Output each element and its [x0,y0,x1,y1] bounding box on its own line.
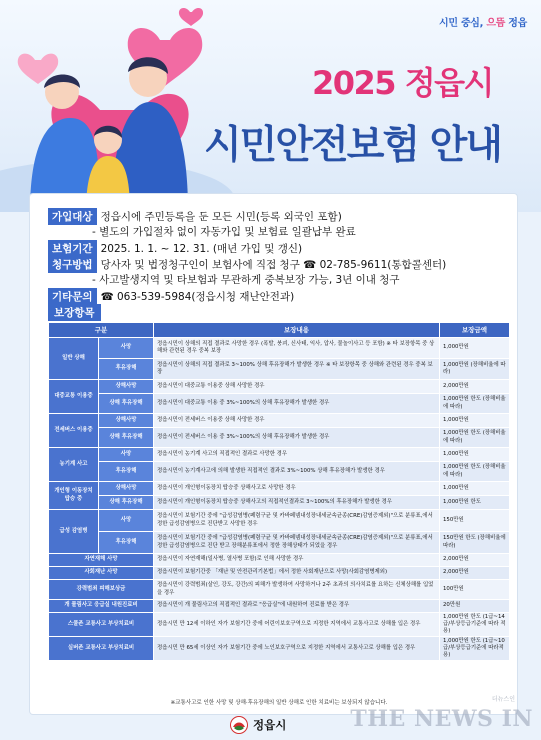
contact-row [48,288,294,305]
row-content: 정읍시민이 전세버스 이용 중 3%~100%의 상해 후유장해가 발생한 경우 [154,428,440,448]
table-row [49,428,510,448]
news-watermark: THE NEWS IN [350,706,533,732]
table-row [49,496,510,510]
row-amount: 1,000만원 한도 (장해비율에 따라) [440,394,510,414]
row-content: 정읍시민 만 12세 이하인 자가 보험기간 중에 어린이보호구역으로 지정한 지역에서 교통사고로 상해를 입은 경우 [154,613,440,637]
coverage-table [48,322,510,661]
claim-label: 청구방법 [48,256,97,273]
row-content: 정읍시민이 농기계 사고의 직접적인 결과로 사망한 경우 [154,448,440,462]
row-category: 강력범죄 피해보상금 [49,580,154,600]
row-amount: 1,000만원 (장해비율에 따라) [440,359,510,380]
slogan: 시민 중심, 으뜸 정읍 [439,18,527,29]
row-content: 정읍시민이 대중교통 이용중 상해 사망한 경우 [154,380,440,394]
table-row [49,600,510,613]
row-amount: 2,000만원 [440,567,510,580]
row-subcategory: 사망 [99,338,154,359]
table-row [49,394,510,414]
table-row [49,532,510,554]
row-content: 정읍시민이 개 물림사고의 직접적인 결과로 "응급실"에 내원하여 진료를 받은 경우 [154,600,440,613]
row-category: 자연재해 사망 [49,554,154,567]
row-amount: 1,000만원 한도 [440,496,510,510]
row-content: 정읍시민이 강력범죄(살인, 강도, 강간)의 피해가 발생하여 사망하거나 2주 초과의 의사치료를 요하는 신체상해를 입었을 경우 [154,580,440,600]
row-content: 정읍시민이 대중교통 이용 중 3%~100%의 상해 후유장해가 발생한 경우 [154,394,440,414]
header-content: 보장내용 [154,323,440,338]
row-subcategory: 후유장해 [99,532,154,554]
main-title: 시민안전보험 안내 [204,123,501,168]
row-content: 정읍시민이 보험기간중 「재난 및 안전관리기본법」에서 정한 사회재난으로 사망(사회감염병제외) [154,567,440,580]
row-content: 정읍시민이 개인형이동장치 탑승중 상해사고로 사망한 경우 [154,482,440,496]
row-amount: 2,000만원 [440,380,510,394]
table-row [49,359,510,380]
footnote: ※교통사고로 인한 사망 및 상해·후유장해의 일반 상해로 인한 치료비는 보상되지 않습니다. [170,700,388,706]
row-subcategory: 상해 후유장해 [99,394,154,414]
claim-sub: - 사고발생지역 및 타보험과 무관하게 중복보장 가능, 3년 이내 청구 [92,274,400,286]
row-subcategory: 상해 후유장해 [99,428,154,448]
row-content: 정읍시민이 보험기간 중에 "급성감염병(폐렴구균 및 카바페넴내성장내세균속균종(CRE)감염증제외)"으로 분류표,에서 정한 급성감염병으로 진단 받고 장해분류표에서 정한 장해상태가 되었을 경우 [154,532,440,554]
row-content: 정읍시민이 농기계사고에 의해 발생한 직접적인 결과로 3%~100% 상해 후유장해가 발생한 경우 [154,462,440,482]
row-subcategory: 후유장해 [99,359,154,380]
table-row [49,462,510,482]
table-row [49,554,510,567]
row-content: 정읍시민이 전세버스 이용중 상해 사망한 경우 [154,414,440,428]
header-amount: 보장금액 [440,323,510,338]
join-row [48,208,342,225]
row-amount: 1,000만원 한도 (1급~14급/부상등급기준에 따라 적용) [440,613,510,637]
period-text: 2025. 1. 1. ~ 12. 31. (매년 가입 및 갱신) [100,243,303,255]
year-title: 2025 정읍시 [312,64,493,102]
row-amount: 20만원 [440,600,510,613]
row-subcategory: 상해사망 [99,482,154,496]
table-row [49,380,510,394]
row-category: 농기계 사고 [49,448,99,482]
table-row [49,338,510,359]
join-label: 가입대상 [48,208,97,225]
row-amount: 150만원 한도 (장해비율에 따라) [440,532,510,554]
claim-text: 당사자 및 법정청구인이 보험사에 직접 청구 ☎ 02-785-9611(통합콜센터) [100,259,447,271]
row-subcategory: 후유장해 [99,462,154,482]
row-content: 정읍시민이 보험기간 중에 "급성감염병(폐렴구균 및 카바페넴내성장내세균속균종(CRE)감염증제외)"으로 분류표,에서 정한 급성감염병으로 진단받고 사망한 경우 [154,510,440,532]
row-amount: 2,000만원 [440,554,510,567]
join-sub: - 별도의 가입절차 없이 자동가입 및 보험료 일괄납부 완료 [92,226,356,238]
row-content: 정읍시민이 상해의 직접 결과로 사망한 경우 (폭발, 붕괴, 신사태, 익사, 압사, 물놀이사고 등 포함) ※ 타 보장항목 중 상해와 관련된 경우 중복 보장 [154,338,440,359]
period-row [48,240,302,257]
row-amount: 1,000만원 한도 (장해비율에 따라) [440,462,510,482]
period-label: 보험기간 [48,240,97,257]
row-amount: 1,000만원 한도 (1급~10급/부상등급기준에 따라적용) [440,637,510,661]
claim-row [48,256,446,273]
row-category: 일반 상해 [49,338,99,380]
row-category: 개 물림사고 응급실 내원진료비 [49,600,154,613]
row-amount: 1,000만원 [440,448,510,462]
table-row [49,637,510,661]
row-content: 정읍시민이 개인형이동장치 탑승중 상해사고의 직접적인결과로 3~100%의 후유장해가 발생한 경우 [154,496,440,510]
contact-label: 기타문의 [48,288,97,305]
row-amount: 1,000만원 [440,338,510,359]
row-category: 사회재난 사망 [49,567,154,580]
row-category: 스쿨존 교통사고 부상치료비 [49,613,154,637]
coverage-label: 보장항목 [48,304,101,321]
row-subcategory: 사망 [99,510,154,532]
table-row [49,510,510,532]
row-category: 급성 감염병 [49,510,99,554]
row-amount: 1,000만원 [440,414,510,428]
row-amount: 100만원 [440,580,510,600]
row-subcategory: 상해 후유장해 [99,496,154,510]
row-content: 정읍시민이 자연재해(일사병, 열사병 포함)로 인해 사망한 경우 [154,554,440,567]
row-category: 전세버스 이용중 [49,414,99,448]
row-content: 정읍시민이 상해의 직접 결과로 3~100% 상해 후유장해가 발생한 경우 ※ 타 보장항목 중 상해와 관련된 경우 중복 보장 [154,359,440,380]
table-row [49,414,510,428]
table-row [49,482,510,496]
hero-banner [0,0,541,212]
row-category: 개인형 이동장치 탑승 중 [49,482,99,510]
city-emblem-icon [230,716,248,734]
row-amount: 150만원 [440,510,510,532]
city-name: 정읍시 [253,718,287,732]
header-category: 구분 [49,323,154,338]
city-logo [230,716,286,734]
row-subcategory: 상해사망 [99,380,154,394]
table-row [49,567,510,580]
family-illustration [0,0,300,212]
table-row [49,580,510,600]
row-category: 대중교통 이용중 [49,380,99,414]
row-content: 정읍시민 만 65세 이상인 자가 보험기간 중에 노인보호구역으로 지정한 지역에서 교통사고로 상해를 입은 경우 [154,637,440,661]
table-row [49,448,510,462]
coverage-heading [48,304,101,321]
watermark-small: 더뉴스인 [491,696,515,703]
row-subcategory: 상해사망 [99,414,154,428]
row-amount: 1,000만원 한도 (장해비율에 따라) [440,428,510,448]
row-category: 실버존 교통사고 부상치료비 [49,637,154,661]
contact-text: ☎ 063-539-5984(정읍시청 재난안전과) [100,291,295,303]
table-row [49,613,510,637]
row-amount: 1,000만원 [440,482,510,496]
row-subcategory: 사망 [99,448,154,462]
join-text: 정읍시에 주민등록을 둔 모든 시민(등록 외국인 포함) [100,211,342,223]
